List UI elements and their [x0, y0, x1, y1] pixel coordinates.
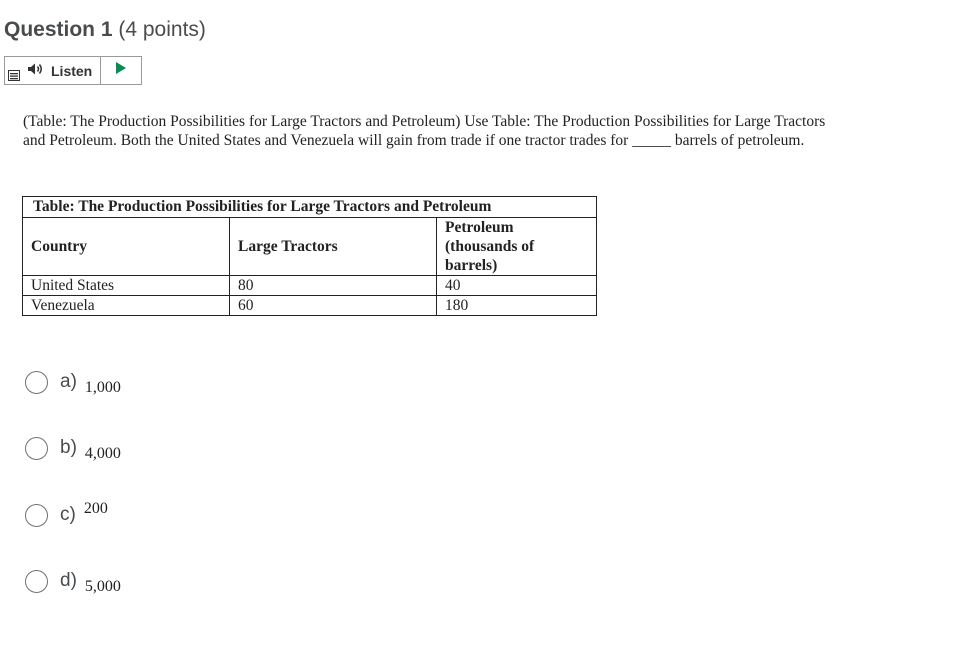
question-points: (4 points) [118, 18, 206, 41]
play-button[interactable] [101, 57, 141, 84]
production-possibilities-table [22, 196, 597, 316]
choice-letter-b: b) [60, 437, 77, 458]
menu-icon[interactable] [5, 57, 23, 84]
choice-value-a: 1,000 [84, 379, 121, 396]
table-header-row [23, 218, 597, 276]
table-row [23, 296, 597, 316]
table-cell-petroleum: 40 [437, 276, 597, 296]
header-country: Country [23, 218, 230, 276]
table-caption-row [23, 197, 597, 218]
table-cell-country: Venezuela [23, 296, 230, 316]
choice-value-d: 5,000 [84, 578, 121, 595]
choice-letter-c: c) [60, 504, 76, 525]
radio-button-c[interactable] [25, 504, 48, 527]
play-icon [115, 61, 127, 80]
choice-value-b: 4,000 [84, 445, 121, 462]
choice-value-c: 200 [83, 500, 108, 517]
header-large-tractors: Large Tractors [230, 218, 437, 276]
table-row [23, 276, 597, 296]
choice-a[interactable] [25, 370, 121, 397]
choice-c[interactable] [25, 500, 108, 527]
header-petroleum: Petroleum (thousands of barrels) [437, 218, 597, 276]
question-header [4, 18, 206, 42]
listen-button[interactable] [23, 57, 101, 84]
table-cell-petroleum: 180 [437, 296, 597, 316]
choice-d[interactable] [25, 569, 121, 596]
choice-letter-d: d) [60, 570, 77, 591]
question-prompt: (Table: The Production Possibilities for Large Tractors and Petroleum) Use Table: The Production Possibilities for Large Tractors and Petroleum. Both the United States and Venezuela will gain from trade if one tractor trades for _____ barrels of petroleum. [23, 113, 826, 149]
choice-letter-a: a) [60, 371, 77, 392]
question-title: Question 1 [4, 18, 113, 41]
radio-button-d[interactable] [25, 570, 48, 593]
speaker-icon [27, 62, 45, 79]
radio-button-a[interactable] [25, 371, 48, 394]
listen-label: Listen [51, 62, 93, 79]
table-cell-tractors: 80 [230, 276, 437, 296]
choice-b[interactable] [25, 436, 121, 463]
table-cell-country: United States [23, 276, 230, 296]
radio-button-b[interactable] [25, 437, 48, 460]
listen-toolbar [4, 56, 142, 85]
table-caption: Table: The Production Possibilities for Large Tractors and Petroleum [23, 197, 597, 218]
table-cell-tractors: 60 [230, 296, 437, 316]
